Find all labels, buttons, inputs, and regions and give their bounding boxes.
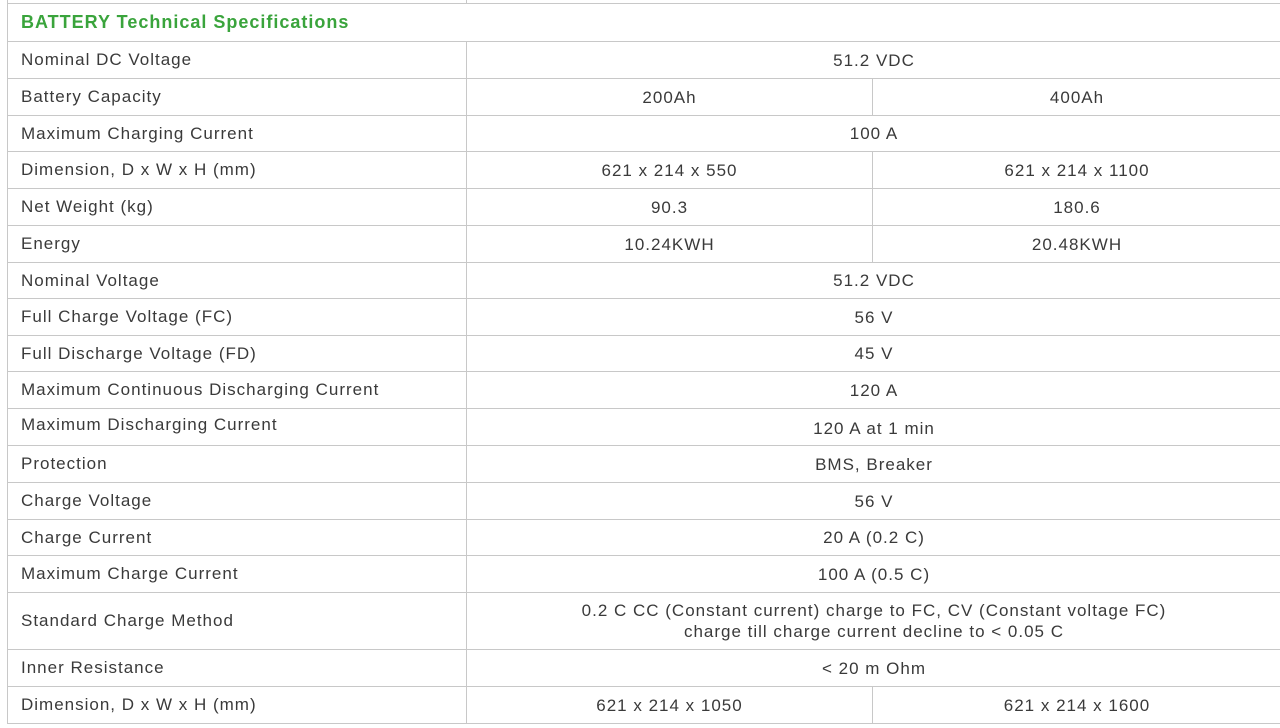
spec-label: Net Weight (kg) (8, 189, 467, 225)
spec-value: 56 V (854, 491, 894, 511)
spec-row-standard-charge-method (7, 593, 1280, 650)
spec-value-line-2: charge till charge current decline to < 0.05 C (683, 622, 1065, 641)
spec-value: 20 A (0.2 C) (823, 528, 925, 547)
spec-row-net-weight (7, 189, 1280, 226)
spec-label: Dimension, D x W x H (mm) (8, 152, 467, 188)
battery-spec-table (7, 0, 1280, 728)
spec-row-max-charge-current (7, 556, 1280, 593)
spec-value-a: 621 x 214 x 550 (467, 152, 873, 188)
spec-row-dimension-2 (7, 687, 1280, 724)
spec-label: Protection (8, 446, 467, 482)
spec-value-b: 621 x 214 x 1600 (1003, 695, 1151, 715)
spec-row-max-charging-current (7, 116, 1280, 152)
spec-label: Standard Charge Method (8, 593, 467, 649)
spec-label: Maximum Charging Current (8, 116, 467, 151)
spec-label: Charge Voltage (8, 483, 467, 519)
spec-value: 100 A (0.5 C) (817, 564, 931, 584)
spec-value: 45 V (854, 344, 894, 363)
spec-label: Nominal DC Voltage (8, 42, 467, 78)
spec-label: Inner Resistance (8, 650, 467, 686)
spec-row-nominal-dc-voltage (7, 42, 1280, 79)
spec-row-inner-resistance (7, 650, 1280, 687)
spec-value-line-1: 0.2 C CC (Constant current) charge to FC, CV (Constant voltage FC) (581, 601, 1167, 620)
section-title: BATTERY Technical Specifications (7, 4, 1280, 42)
spec-value: 120 A (849, 380, 899, 400)
spec-value: 51.2 VDC (833, 50, 915, 70)
spec-label: Charge Current (8, 520, 467, 555)
spec-value-400ah: 400Ah (1049, 87, 1105, 107)
spec-label: Maximum Charge Current (8, 556, 467, 592)
spec-value-b: 621 x 214 x 1100 (1004, 160, 1150, 180)
spec-label: Maximum Continuous Discharging Current (8, 372, 467, 408)
spec-row-dimension (7, 152, 1280, 189)
spec-label: Nominal Voltage (8, 263, 467, 298)
spec-row-max-discharging-current (7, 409, 1280, 446)
spec-value: BMS, Breaker (815, 454, 933, 474)
spec-label: Maximum Discharging Current (8, 409, 467, 445)
spec-row-energy (7, 226, 1280, 263)
spec-label: Full Discharge Voltage (FD) (8, 336, 467, 371)
spec-value-a: 621 x 214 x 1050 (467, 687, 873, 723)
spec-row-battery-capacity (7, 79, 1280, 116)
spec-value: < 20 m Ohm (821, 658, 926, 678)
spec-row-charge-voltage (7, 483, 1280, 520)
spec-row-nominal-voltage (7, 263, 1280, 299)
spec-value: 100 A (849, 124, 899, 143)
spec-value (467, 593, 1280, 649)
spec-value-a: 90.3 (467, 189, 873, 225)
spec-value: 120 A at 1 min (813, 419, 935, 438)
spec-label: Energy (8, 226, 467, 262)
spec-value-b: 20.48KWH (1031, 234, 1123, 254)
spec-row-charge-current (7, 520, 1280, 556)
spec-value: 56 V (854, 307, 894, 327)
spec-value-b: 180.6 (1053, 197, 1101, 217)
spec-label: Battery Capacity (8, 79, 467, 115)
spec-value-200ah: 200Ah (467, 79, 873, 115)
spec-row-full-charge-voltage (7, 299, 1280, 336)
spec-row-full-discharge-voltage (7, 336, 1280, 372)
spec-value: 51.2 VDC (833, 271, 915, 290)
spec-label: Full Charge Voltage (FC) (8, 299, 467, 335)
spec-label: Dimension, D x W x H (mm) (8, 687, 467, 723)
spec-value-a: 10.24KWH (467, 226, 873, 262)
spec-row-max-continuous-discharging-current (7, 372, 1280, 409)
spec-row-protection (7, 446, 1280, 483)
